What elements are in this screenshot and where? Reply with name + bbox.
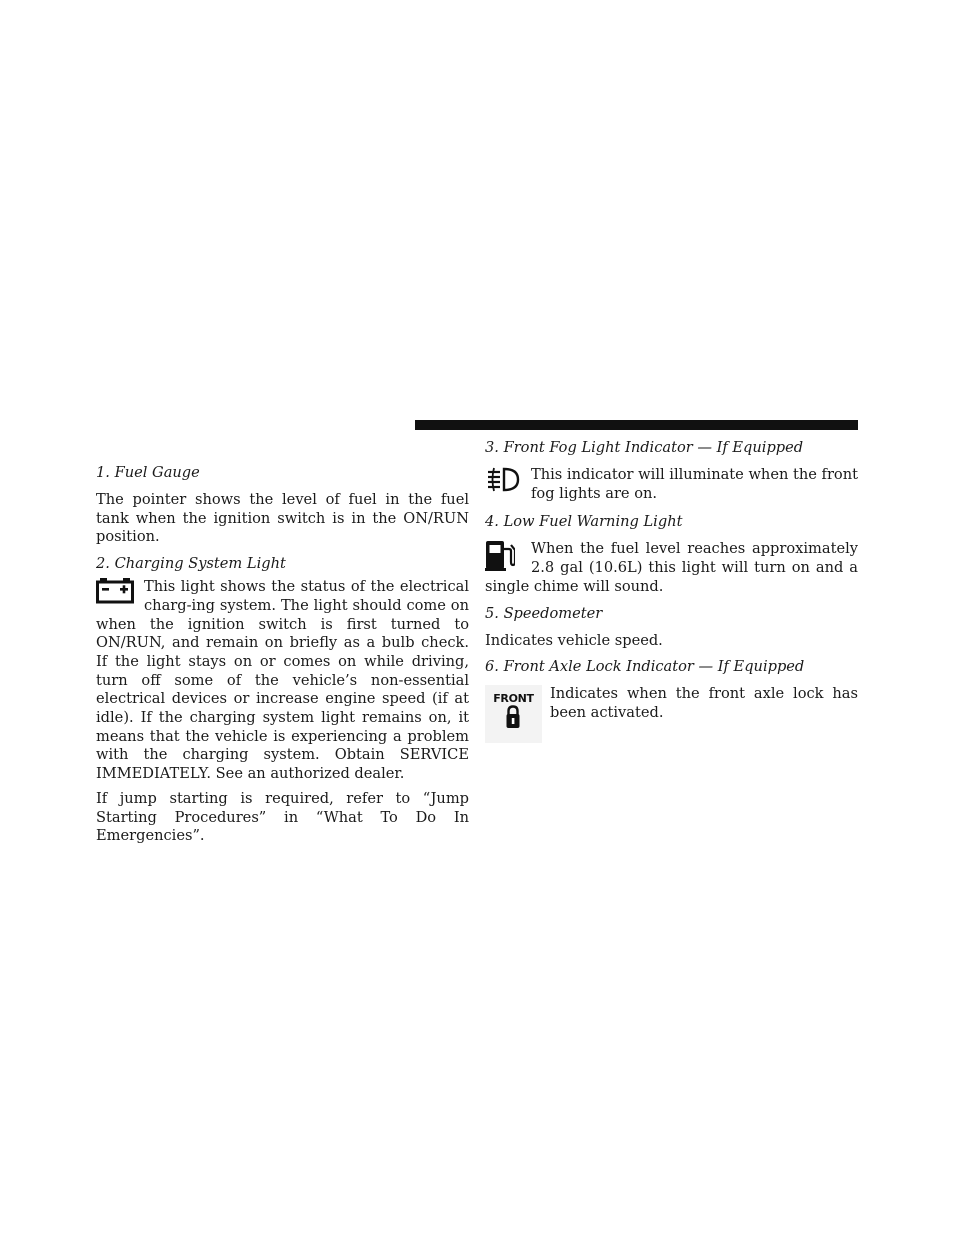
fuel-gauge-heading: 1. Fuel Gauge [96,464,200,481]
speedometer-text: Indicates vehicle speed. [485,631,663,649]
charging-heading: 2. Charging System Light [96,555,286,573]
right-column [485,438,858,743]
fuel-pump-icon [485,540,515,572]
low-fuel-block [485,540,858,596]
fog-heading: 3. Front Fog Light Indicator — If Equipped [485,439,804,456]
front-axle-icon-label: FRONT [493,692,534,706]
axle-lock-heading: 6. Front Axle Lock Indicator — If Equipped [485,658,805,676]
axle-lock-text: Indicates when the front axle lock has been activated. [550,685,858,721]
charging-block [96,578,469,784]
left-column [96,463,469,846]
charging-text: This light shows the status of the electrical charg-ing system. The light should come on when the ignition switch is first turned to ON/RUN, and remain on briefly as a bulb check. If the light stays on or comes on while driving, turn off some of the vehicle’s non-essential electrical devices or increase engine speed (if at idle). If the charging system light remains on, it means that the vehicle is experiencing a problem with the charging system. Obtain SERVICE IMMEDIATELY. See an authorized dealer. [96,578,469,783]
low-fuel-text: When the fuel level reaches approximately 2.8 gal (10.6L) this light will turn on and a single chime will sound. [485,540,858,595]
speedometer-heading: 5. Speedometer [485,604,603,622]
fog-light-icon [485,466,521,494]
fog-block [485,466,858,503]
low-fuel-heading: 4. Low Fuel Warning Light [485,513,683,531]
fog-text: This indicator will illuminate when the front fog lights are on. [531,466,858,502]
axle-lock-block [485,685,858,722]
fuel-gauge-text: The pointer shows the level of fuel in the fuel tank when the ignition switch is in the ON/RUN position. [96,491,469,546]
section-header-bar [415,420,858,430]
front-axle-lock-icon [485,685,542,743]
battery-icon [96,578,134,604]
jump-start-text: If jump starting is required, refer to “Jump Starting Procedures” in “What To Do In Emergencies”. [96,789,469,845]
